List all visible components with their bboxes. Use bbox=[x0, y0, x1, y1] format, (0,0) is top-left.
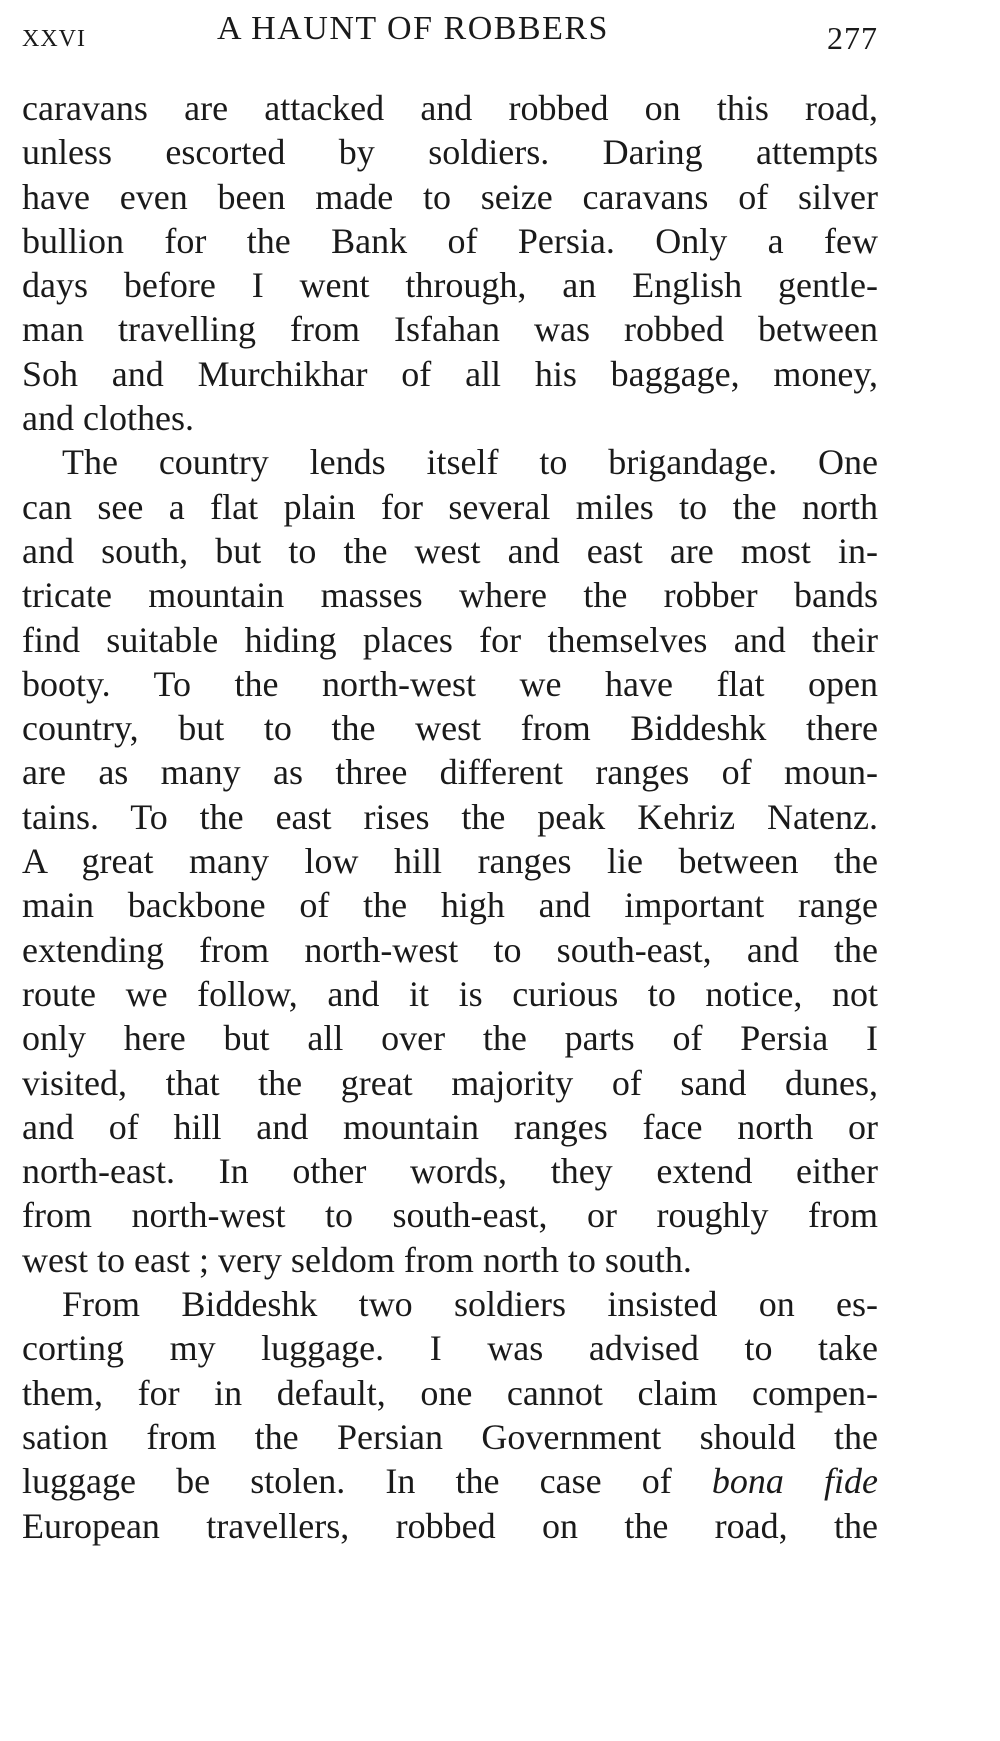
book-page bbox=[22, 0, 878, 1741]
text-line: Soh and Murchikhar of all his baggage, money, bbox=[22, 353, 878, 394]
text-line: and clothes. bbox=[22, 398, 194, 439]
text-line: only here but all over the parts of Persia I bbox=[22, 1018, 878, 1059]
paragraph-start-line: The country lends itself to brigandage. One bbox=[62, 442, 878, 483]
text-line: them, for in default, one cannot claim compen- bbox=[22, 1372, 878, 1413]
text-line: find suitable hiding places for themselves and their bbox=[22, 619, 878, 660]
text-line: days before I went through, an English gentle- bbox=[22, 265, 878, 306]
text-line: and south, but to the west and east are most in- bbox=[22, 530, 878, 571]
page-number: 277 bbox=[827, 20, 878, 56]
text-line: from north-west to south-east, or roughly from bbox=[22, 1195, 878, 1236]
text-line: unless escorted by soldiers. Daring attempts bbox=[22, 132, 878, 173]
running-header bbox=[22, 8, 878, 58]
text-line: European travellers, robbed on the road, the bbox=[22, 1505, 878, 1546]
text-line: tains. To the east rises the peak Kehriz Natenz. bbox=[22, 796, 878, 837]
text-line: corting my luggage. I was advised to take bbox=[22, 1328, 878, 1369]
text-line: tricate mountain masses where the robber bands bbox=[22, 575, 878, 616]
text-line: caravans are attacked and robbed on this road, bbox=[22, 88, 878, 128]
text-line-with-italic bbox=[22, 1459, 878, 1503]
text-line: visited, that the great majority of sand dunes, bbox=[22, 1062, 878, 1103]
text-line: bullion for the Bank of Persia. Only a few bbox=[22, 220, 878, 261]
body-text bbox=[22, 86, 878, 1548]
italic-phrase: bona fide bbox=[711, 1461, 878, 1502]
text-line: have even been made to seize caravans of silver bbox=[22, 176, 878, 217]
chapter-number: XXVI bbox=[22, 26, 86, 52]
text-line: and of hill and mountain ranges face north or bbox=[22, 1106, 878, 1147]
text-line: are as many as three different ranges of moun- bbox=[22, 752, 878, 793]
text-line: west to east ; very seldom from north to south. bbox=[22, 1239, 692, 1280]
text-line: main backbone of the high and important range bbox=[22, 885, 878, 926]
text-line: booty. To the north-west we have flat open bbox=[22, 663, 878, 704]
text-line: north-east. In other words, they extend either bbox=[22, 1151, 878, 1192]
text-line: A great many low hill ranges lie between the bbox=[22, 841, 878, 882]
text-line: country, but to the west from Biddeshk there bbox=[22, 708, 878, 749]
text-line: route we follow, and it is curious to notice, not bbox=[22, 973, 878, 1014]
text-segment: luggage be stolen. In the case of bbox=[22, 1461, 712, 1502]
paragraph-start-line: From Biddeshk two soldiers insisted on es- bbox=[62, 1284, 878, 1325]
text-line: sation from the Persian Government should the bbox=[22, 1416, 878, 1457]
text-line: man travelling from Isfahan was robbed between bbox=[22, 309, 878, 350]
running-title: A HAUNT OF ROBBERS bbox=[217, 10, 609, 47]
text-line: can see a flat plain for several miles to the north bbox=[22, 486, 878, 527]
text-line: extending from north-west to south-east, and the bbox=[22, 929, 878, 970]
